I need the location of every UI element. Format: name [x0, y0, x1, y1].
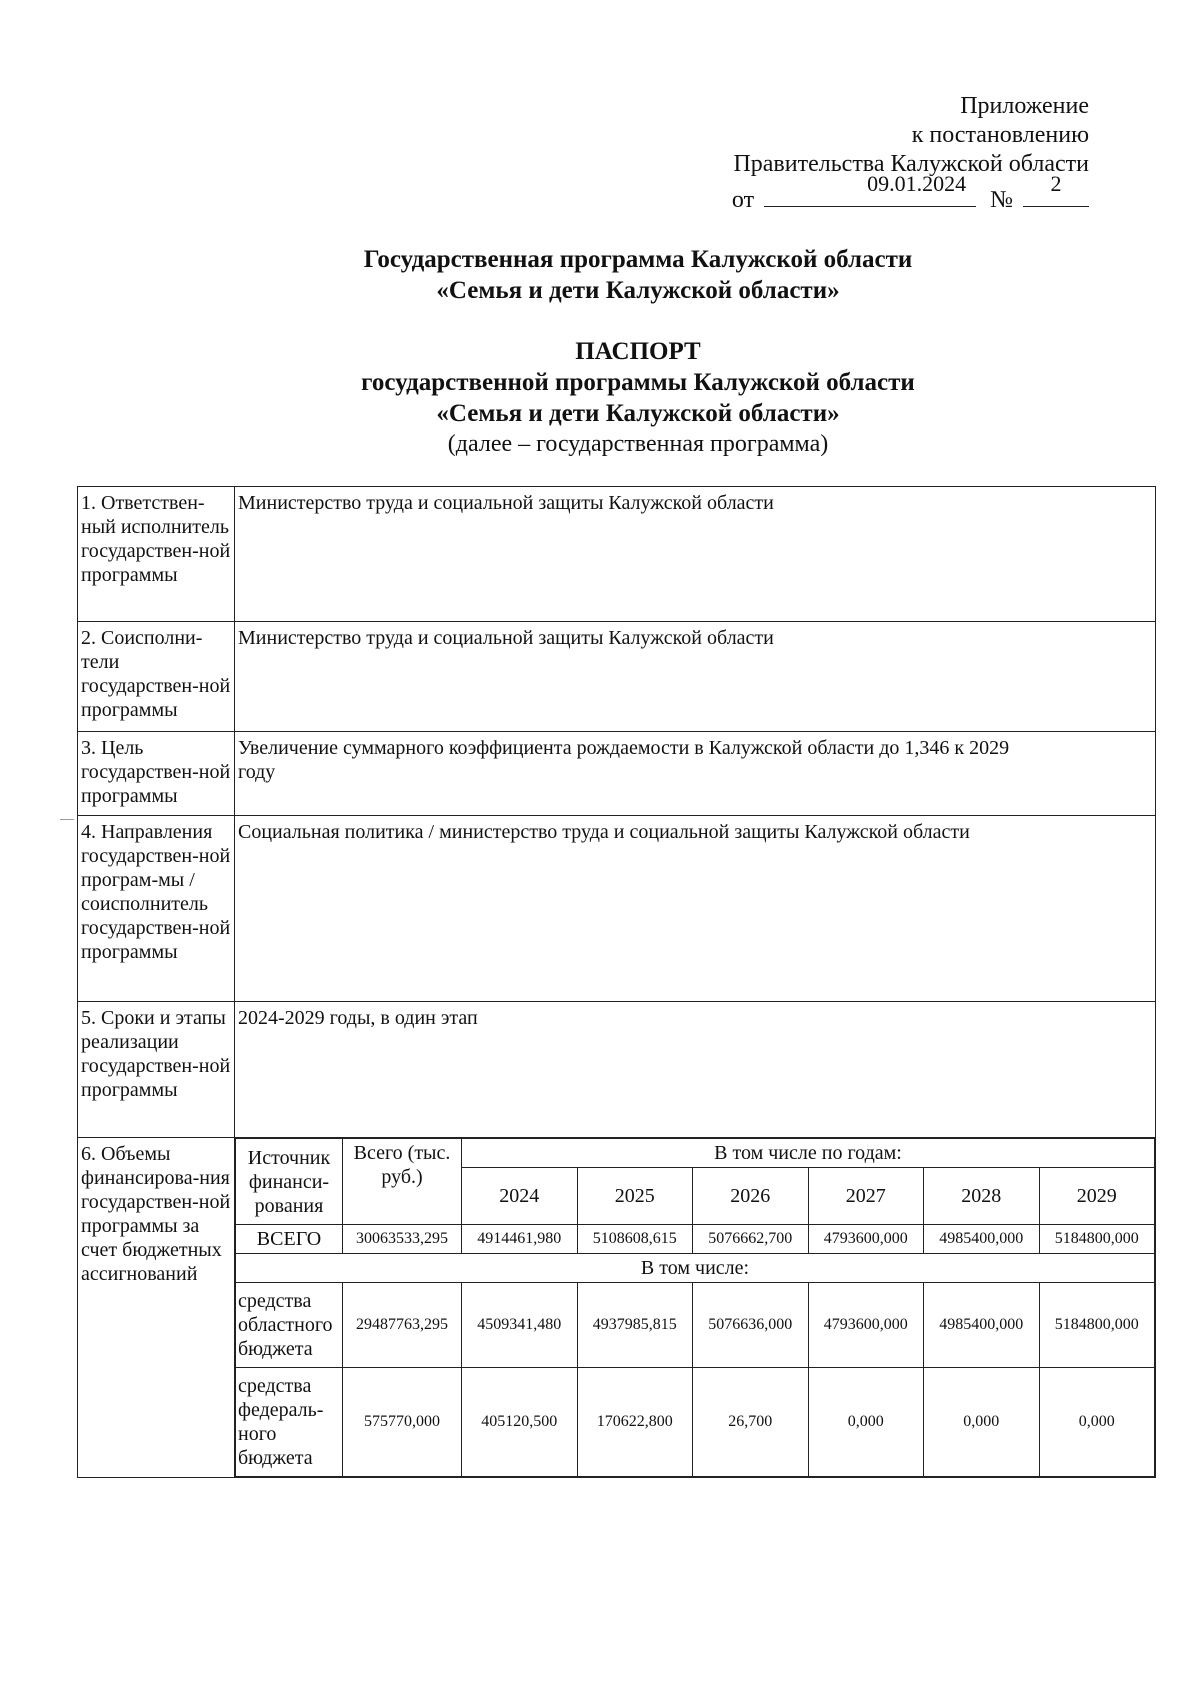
year-value: 0,000	[924, 1368, 1040, 1477]
row-value: Увеличение суммарного коэффициента рождаемости в Калужской области до 1,346 к 2029 году	[235, 732, 1156, 816]
table-row	[78, 487, 1156, 622]
resolution-date-line	[731, 171, 1089, 215]
number-value: 2	[1050, 171, 1062, 196]
year-value: 4509341,480	[462, 1283, 578, 1368]
year-value: 5184800,000	[1039, 1283, 1155, 1368]
passport-title-line2: государственной программы Калужской области	[361, 369, 915, 396]
year-header: 2026	[693, 1168, 809, 1225]
date-value: 09.01.2024	[867, 171, 967, 196]
total-label: ВСЕГО	[236, 1225, 343, 1254]
appendix-government: Правительства Калужской области	[733, 151, 1089, 177]
row-label: 4. Направления государствен-ной програм-мы / соисполнитель государствен-ной программы	[78, 816, 235, 1002]
table-row	[78, 622, 1156, 732]
passport-title	[0, 336, 1200, 460]
date-label: от	[731, 187, 755, 213]
year-value: 26,700	[693, 1368, 809, 1477]
table-row	[78, 1138, 1156, 1478]
table-row	[78, 732, 1156, 816]
year-value: 170622,800	[577, 1368, 693, 1477]
financing-cell	[235, 1138, 1156, 1478]
passport-heading: ПАСПОРТ	[575, 338, 701, 365]
row-label: 1. Ответствен-ный исполнитель государствен-ной программы	[78, 487, 235, 622]
regional-budget-row	[236, 1283, 1155, 1368]
appendix-resolution: к постановлению	[911, 122, 1089, 148]
total-value: 30063533,295	[343, 1225, 462, 1254]
year-value: 4914461,980	[462, 1225, 578, 1254]
program-title-line1: Государственная программа Калужской области	[363, 246, 913, 273]
year-header: 2029	[1039, 1168, 1155, 1225]
row-value: 2024-2029 годы, в один этап	[235, 1002, 1156, 1138]
regional-total: 29487763,295	[343, 1283, 462, 1368]
year-value: 4985400,000	[924, 1225, 1040, 1254]
table-row	[78, 816, 1156, 1002]
col-source-header: Источник финанси-рования	[236, 1139, 343, 1225]
appendix-title: Приложение	[960, 93, 1089, 119]
row-value: Министерство труда и социальной защиты Калужской области	[235, 487, 1156, 622]
col-total-header: Всего (тыс. руб.)	[343, 1139, 462, 1225]
year-header: 2027	[808, 1168, 924, 1225]
financing-table	[235, 1138, 1155, 1477]
row-value: Министерство труда и социальной защиты Калужской области	[235, 622, 1156, 732]
year-value: 0,000	[808, 1368, 924, 1477]
table-row	[78, 1002, 1156, 1138]
date-field	[764, 171, 976, 207]
passport-title-line3: «Семья и дети Калужской области»	[436, 400, 840, 427]
program-title-line2: «Семья и дети Калужской области»	[436, 277, 840, 304]
passport-title-note: (далее – государственная программа)	[447, 431, 829, 457]
scan-artifact	[60, 819, 74, 820]
federal-budget-row	[236, 1368, 1155, 1477]
passport-table	[77, 486, 1156, 1478]
program-title	[0, 244, 1200, 306]
by-years-header: В том числе по годам:	[462, 1139, 1155, 1168]
federal-budget-label: средства федераль-ного бюджета	[236, 1368, 343, 1477]
row-value: Социальная политика / министерство труда и социальной защиты Калужской области	[235, 816, 1156, 1002]
including-label: В том числе:	[236, 1254, 1155, 1283]
total-row	[236, 1225, 1155, 1254]
year-value: 0,000	[1039, 1368, 1155, 1477]
year-value: 5076636,000	[693, 1283, 809, 1368]
year-value: 5076662,700	[693, 1225, 809, 1254]
regional-budget-label: средства областного бюджета	[236, 1283, 343, 1368]
row-label: 2. Соисполни-тели государствен-ной программы	[78, 622, 235, 732]
federal-total: 575770,000	[343, 1368, 462, 1477]
year-header: 2028	[924, 1168, 1040, 1225]
row-label: 3. Цель государствен-ной программы	[78, 732, 235, 816]
row-label: 5. Сроки и этапы реализации государствен-ной программы	[78, 1002, 235, 1138]
year-value: 4937985,815	[577, 1283, 693, 1368]
year-value: 5184800,000	[1039, 1225, 1155, 1254]
year-value: 405120,500	[462, 1368, 578, 1477]
number-field	[1023, 171, 1089, 207]
financing-header-row	[236, 1139, 1155, 1168]
appendix-block	[732, 92, 1089, 215]
including-row	[236, 1254, 1155, 1283]
year-value: 5108608,615	[577, 1225, 693, 1254]
year-value: 4793600,000	[808, 1225, 924, 1254]
year-value: 4985400,000	[924, 1283, 1040, 1368]
number-label: №	[990, 187, 1013, 213]
year-value: 4793600,000	[808, 1283, 924, 1368]
year-header: 2024	[462, 1168, 578, 1225]
year-header: 2025	[577, 1168, 693, 1225]
row-label: 6. Объемы финансирова-ния государствен-ной программы за счет бюджетных ассигнований	[78, 1138, 235, 1478]
